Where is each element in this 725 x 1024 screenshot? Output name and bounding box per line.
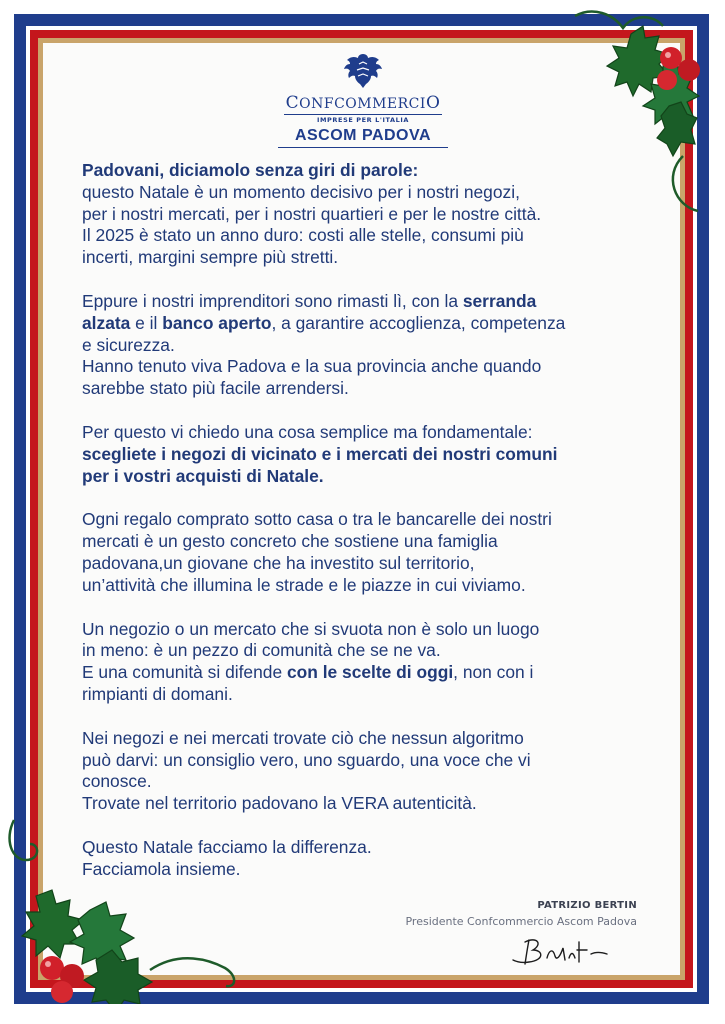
- paragraph-3: [82, 422, 662, 487]
- letter-line: questo Natale è un momento decisivo per i nostri negozi,: [82, 181, 520, 202]
- letter-line-bold: per i vostri acquisti di Natale.: [82, 465, 324, 486]
- signatory-role: Presidente Confcommercio Ascom Padova: [405, 915, 637, 928]
- letter-line: Eppure i nostri imprenditori sono rimasti lì, con la serranda: [82, 290, 537, 311]
- letter-line: sarebbe stato più facile arrendersi.: [82, 378, 349, 399]
- letter-line: incerti, margini sempre più stretti.: [82, 247, 339, 268]
- letter-line: Questo Natale facciamo la differenza.: [82, 836, 372, 857]
- brand-name: CONFCOMMERCIO: [285, 93, 441, 113]
- letter-line: alzata e il banco aperto, a garantire accoglienza, competenza: [82, 312, 566, 333]
- letter-line: per i nostri mercati, per i nostri quartieri e per le nostre città.: [82, 203, 542, 224]
- letter-line: Il 2025 è stato un anno duro: costi alle stelle, consumi più: [82, 225, 524, 246]
- signature-block: [405, 900, 637, 970]
- letter-line: Trovate nel territorio padovano la VERA autenticità.: [82, 793, 477, 814]
- paragraph-5: [82, 619, 662, 706]
- letter-line: Hanno tenuto viva Padova e la sua provincia anche quando: [82, 356, 542, 377]
- letter-line: e sicurezza.: [82, 334, 175, 355]
- letter-line: Ogni regalo comprato sotto casa o tra le bancarelle dei nostri: [82, 509, 552, 530]
- letter-line: mercati è un gesto concreto che sostiene una famiglia: [82, 531, 498, 552]
- confcommercio-logo: [278, 50, 448, 148]
- letter-line: padovana,un giovane che ha investito sul territorio,: [82, 552, 475, 573]
- letter-line: E una comunità si difende con le scelte di oggi, non con i: [82, 662, 534, 683]
- paragraph-2: [82, 291, 662, 400]
- signature-scribble: [507, 932, 617, 970]
- letter-line-bold: scegliete i negozi di vicinato e i mercati dei nostri comuni: [82, 443, 558, 464]
- ascom-padova-label: ASCOM PADOVA: [278, 127, 448, 148]
- letter-line: Per questo vi chiedo una cosa semplice ma fondamentale:: [82, 421, 533, 442]
- letter-body: [82, 160, 662, 903]
- letter-line: Un negozio o un mercato che si svuota non è solo un luogo: [82, 618, 540, 639]
- holly-icon: [0, 800, 250, 1015]
- letter-line: conosce.: [82, 771, 152, 792]
- letter-line: può darvi: un consiglio vero, uno sguardo, una voce che vi: [82, 749, 531, 770]
- brand-tagline: IMPRESE PER L'ITALIA: [284, 114, 442, 124]
- paragraph-4: [82, 509, 662, 596]
- holly-icon: [563, 6, 713, 226]
- letter-heading: Padovani, diciamolo senza giri di parole:: [82, 160, 419, 180]
- letter-line: in meno: è un pezzo di comunità che se ne va.: [82, 640, 441, 661]
- letter-line: rimpianti di domani.: [82, 683, 233, 704]
- signatory-name: PATRIZIO BERTIN: [537, 900, 637, 911]
- letter-line: un’attività che illumina le strade e le piazze in cui viviamo.: [82, 574, 526, 595]
- bottom-margin: [0, 1004, 725, 1024]
- letter-line: Nei negozi e nei mercati trovate ciò che nessun algoritmo: [82, 727, 524, 748]
- eagle-logo-icon: [339, 50, 387, 90]
- letter-line: Facciamola insieme.: [82, 858, 241, 879]
